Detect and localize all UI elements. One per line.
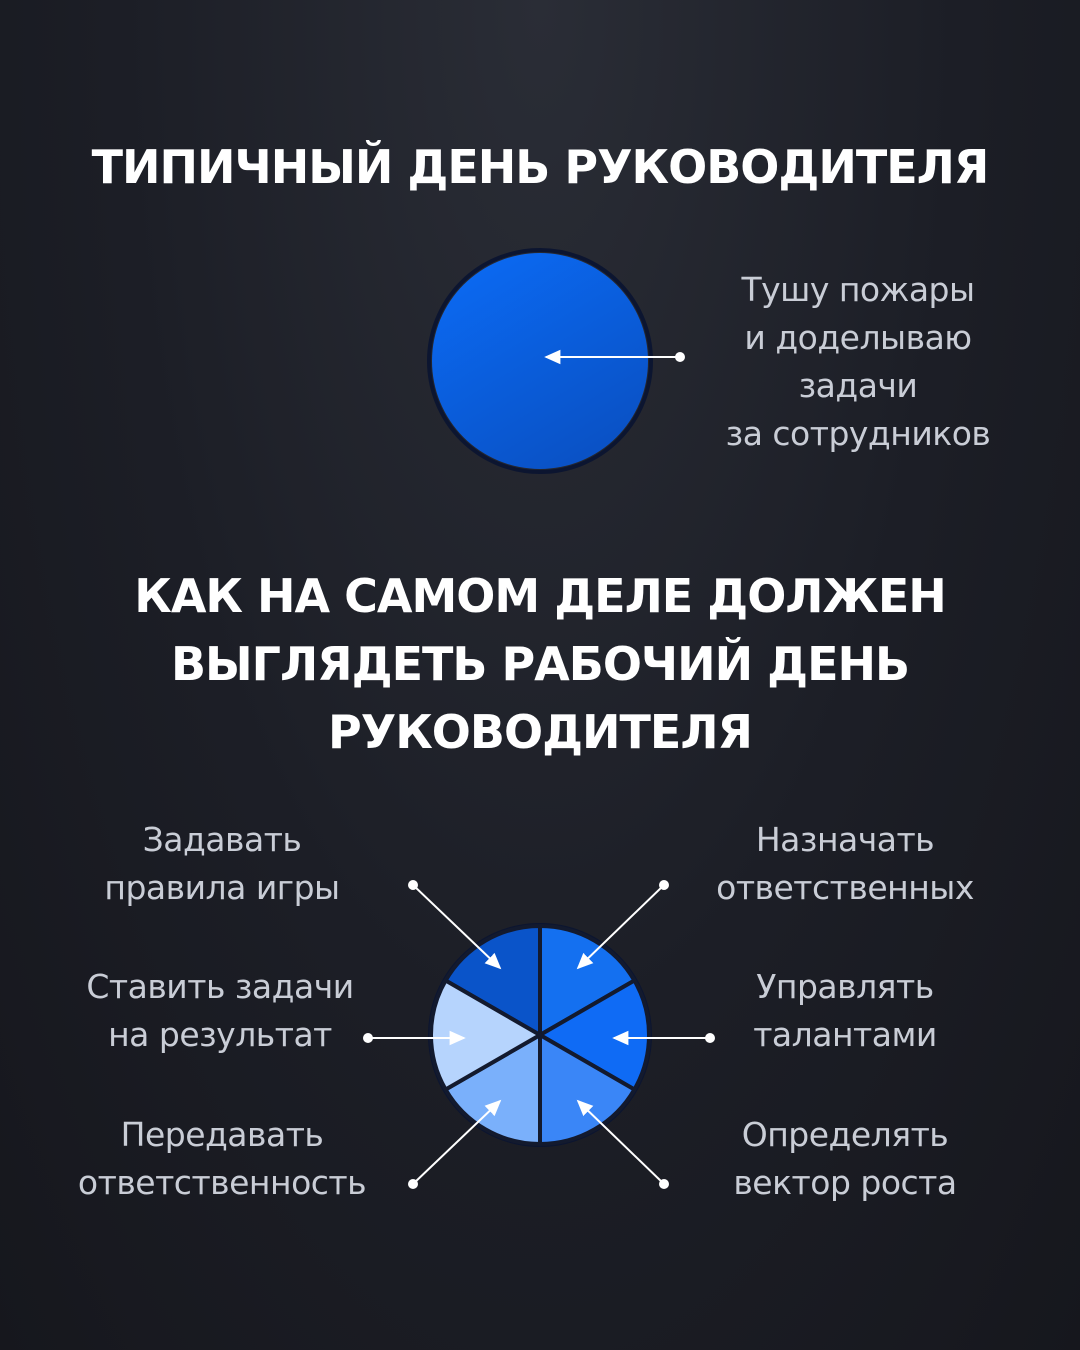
connector-dot [363,1033,373,1043]
connector-dot [705,1033,715,1043]
label-line: задачи [798,366,918,405]
heading-line: КАК НА САМОМ ДЕЛЕ ДОЛЖЕН [134,569,946,623]
connector-dot [659,1179,669,1189]
label-line: талантами [753,1015,937,1054]
label-line: за сотрудников [725,414,991,453]
label-line: Тушу пожары [741,270,975,309]
label-line: Задавать [142,820,302,859]
label-line: ответственных [716,868,974,907]
ideal-day-pie [428,923,652,1147]
connector-line [578,885,664,968]
connector-line [578,1101,664,1184]
label-line: на результат [108,1015,332,1054]
typical-day-circle [432,253,648,469]
connector-dot [659,880,669,890]
label-line: правила игры [104,868,340,907]
label-line: Ставить задачи [86,967,354,1006]
label-line: Определять [741,1115,949,1154]
connector-line [413,1101,500,1184]
heading-line: РУКОВОДИТЕЛЯ [328,705,752,759]
label-line: Назначать [755,820,935,859]
connector-assign-responsible [578,880,669,968]
connector-dot [408,880,418,890]
heading-line: ВЫГЛЯДЕТЬ РАБОЧИЙ ДЕНЬ [170,637,910,691]
label-line: и доделываю [744,318,972,357]
connector-line [413,885,500,968]
label-line: ответственность [77,1163,367,1202]
label-line: Управлять [756,967,934,1006]
label-line: вектор роста [733,1163,957,1202]
label-line: Передавать [120,1115,324,1154]
heading-typical-day: ТИПИЧНЫЙ ДЕНЬ РУКОВОДИТЕЛЯ [91,140,989,194]
typical-connector-dot [675,352,685,362]
connector-dot [408,1179,418,1189]
connector-define-growth [578,1101,669,1189]
connector-set-rules [408,880,500,968]
connector-delegate-responsibility [408,1101,500,1189]
